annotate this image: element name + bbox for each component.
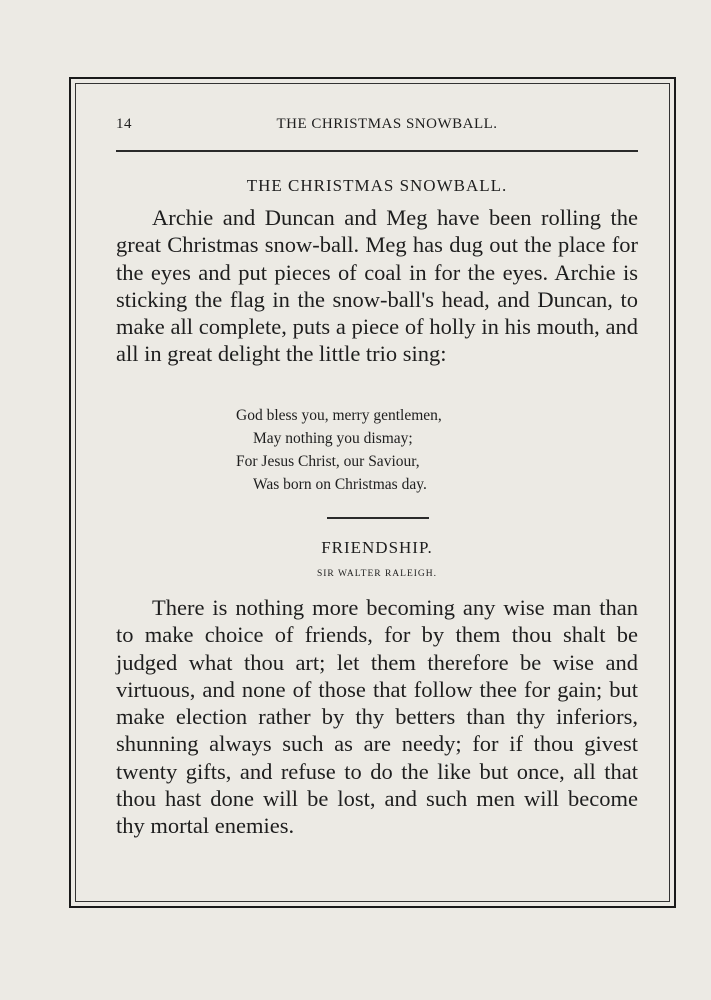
verse-line: Was born on Christmas day. [253, 476, 427, 493]
verse-line: God bless you, merry gentlemen, [236, 407, 442, 424]
author-byline: SIR WALTER RALEIGH. [316, 569, 438, 579]
section-divider [327, 517, 429, 519]
page-number: 14 [116, 116, 132, 132]
carol-verse [236, 404, 536, 496]
friendship-paragraph: There is nothing more becoming any wise man than to make choice of friends, for by them thou shalt be judged what thou art; let them therefore be wise and virtuous, and none of those that follow thee for gain; but make election rather by thy betters than thy inferiors, shunning always such as are needy; for if thou givest twenty gifts, and refuse to do the like but once, all that thou hast done will be lost, and such men will become thy mortal enemies. [116, 595, 638, 839]
running-title: THE CHRISTMAS SNOWBALL. [276, 116, 498, 132]
header-rule [116, 150, 638, 152]
section-title-friendship: FRIENDSHIP. [321, 538, 433, 557]
christmas-snowball-paragraph: Archie and Duncan and Meg have been rolling the great Christmas snow-ball. Meg has dug out the place for the eyes and put pieces of coal in for the eyes. Archie is sticking the flag in the snow-ball's head, and Duncan, to make all complete, puts a piece of holly in his mouth, and all in great delight the little trio sing: [116, 205, 638, 367]
verse-line: May nothing you dismay; [253, 430, 413, 447]
running-header [116, 116, 638, 136]
section-title-christmas-snowball: THE CHRISTMAS SNOWBALL. [246, 176, 508, 195]
verse-line: For Jesus Christ, our Saviour, [236, 453, 420, 470]
